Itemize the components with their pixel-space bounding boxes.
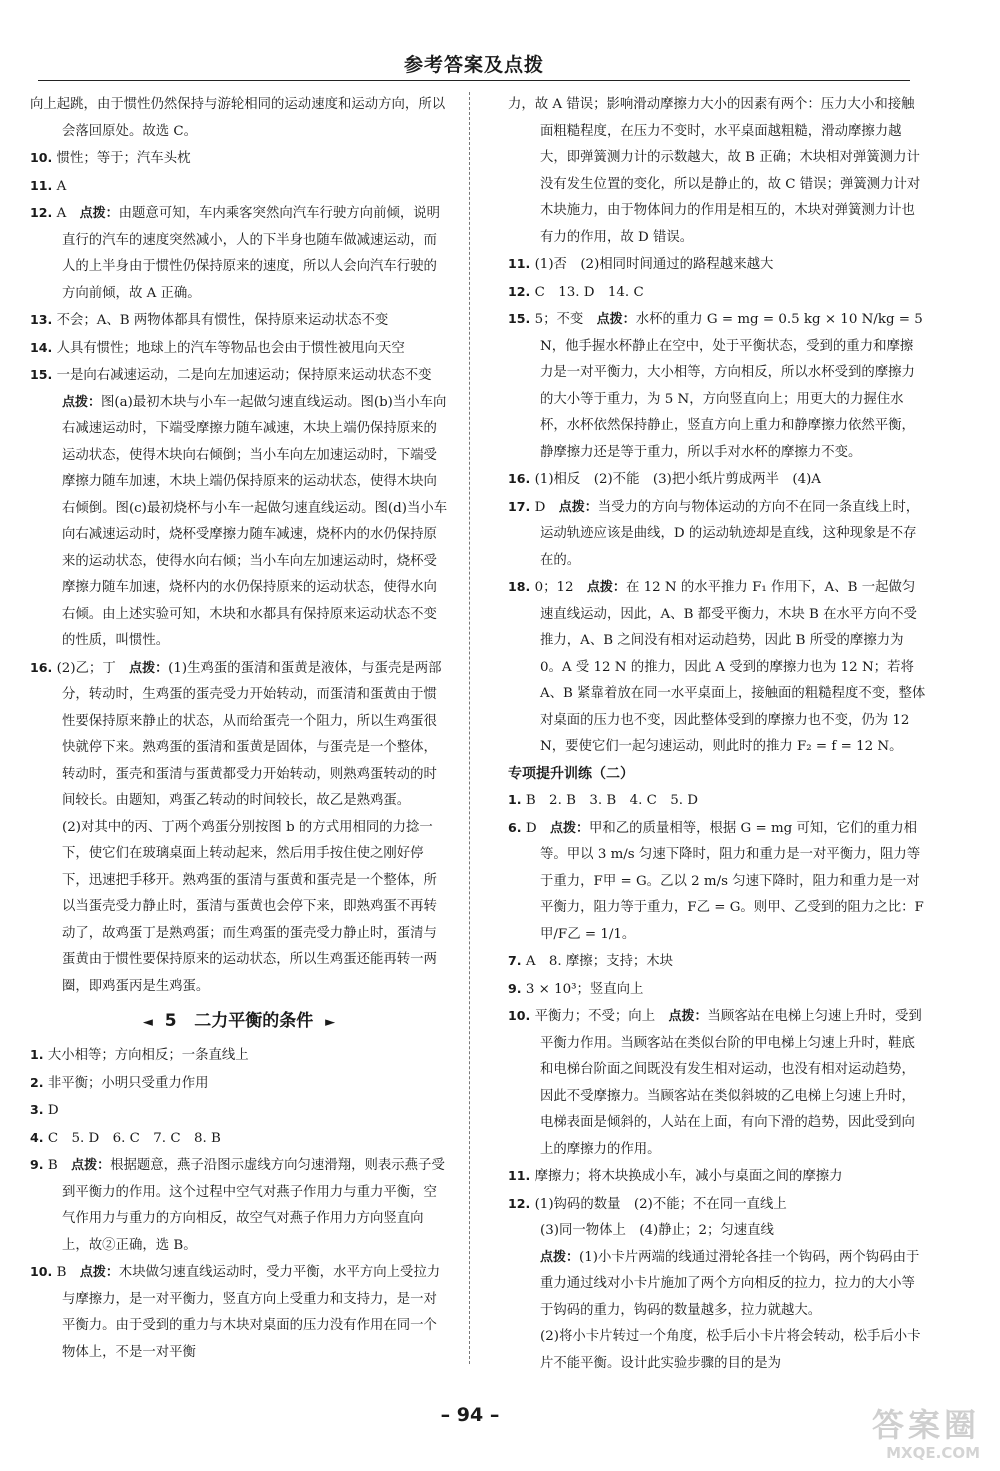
hint-label: 点拨： — [62, 394, 102, 410]
answer-text: 力，故 A 错误；影响滑动摩擦力大小的因素有两个：压力大小和接触面粗糙程度，在压力不变时，水平桌面越粗糙，滑动摩擦力越大，即弹簧测力计的示数越大，故 B 正确；木块相对弹簧测力计没有发生位置的变化，所以是静止的，故 C 错误；弹簧测力计对木块施力，由于物体间力的作用是相互的，木块对弹簧测力计也有力的作用，故 D 错误。 — [508, 97, 921, 245]
hint-text: (1)生鸡蛋的蛋清和蛋黄是液体，与蛋壳是两部分，转动时，生鸡蛋的蛋壳受力开始转动，而蛋清和蛋黄由于惯性要保持原来静止的状态，从而给蛋壳一个阻力，所以生鸡蛋很快就停下来。熟鸡蛋的蛋清和蛋黄是固体，与蛋壳是一个整体，转动时，蛋壳和蛋清与蛋黄都受力开始转动，则熟鸡蛋转动的时间较长。由题知，鸡蛋乙转动的时间较长，故乙是熟鸡蛋。 — [62, 660, 442, 808]
answer-text: 5；不变 — [534, 312, 584, 327]
answer-item — [30, 1042, 448, 1070]
hint-label: 点拨： — [549, 820, 589, 836]
section-number: 5 — [164, 1011, 177, 1031]
answer-number: 12. — [30, 205, 53, 220]
hint-label: 点拨： — [71, 1158, 111, 1173]
hint-text: (1)小卡片两端的线通过滑轮各挂一个钩码，两个钩码由于重力通过线对小卡片施加了两个方向相反的拉力，拉力的大小等于钩码的重力，钩码的数量越多，拉力就越大。 — [540, 1249, 920, 1318]
answer-item — [508, 494, 926, 575]
hint-text: 在 12 N 的水平推力 F₁ 作用下，A、B 一起做匀速直线运动，因此，A、B 都受平衡力，木块 B 在水平方向不受推力，A、B 之间没有相对运动趋势，因此 B 所受的摩擦力为 0。A 受 12 N 的推力，因此 A 受到的摩擦力也为 12 N；若将 A、B 紧靠着放在同一水平桌面上，接触面的粗糙程度不变，整体对桌面的压力也不变，因此整体受到的摩擦力也不变，仍为 12 N，要使它们一起匀速运动，则此时的推力 F₂ = f = 12 N。 — [540, 580, 926, 754]
answer-text: (2)乙；丁 — [56, 660, 116, 676]
answer-text: C 5. D 6. C 7. C 8. B — [47, 1130, 221, 1146]
answer-text: 不会；A、B 两物体都具有惯性，保持原来运动状态不变 — [56, 313, 389, 328]
answer-text: 非平衡；小明只受重力作用 — [47, 1075, 209, 1091]
answer-item — [508, 815, 926, 949]
answer-number: 3. — [30, 1102, 44, 1117]
answer-number: 10. — [30, 1264, 53, 1279]
answer-number: 12. — [508, 1195, 531, 1211]
answer-text: 3 × 10³；竖直向上 — [525, 981, 644, 997]
answer-text: (2)对其中的丙、丁两个鸡蛋分别按图 b 的方式用相同的力捻一下，使它们在玻璃桌面上转动起来，然后用手按住使之刚好停下，迅速把手移开。熟鸡蛋的蛋清与蛋黄和蛋壳是一个整体，所以当蛋壳受力静止时，蛋清与蛋黄也会停下来，即熟鸡蛋不再转动了，故鸡蛋丁是熟鸡蛋；而生鸡蛋的蛋壳受力静止时，蛋清与蛋黄由于惯性要保持原来的运动状态，所以生鸡蛋还能再转一两圈，即鸡蛋丙是生鸡蛋。 — [62, 819, 437, 994]
answer-item — [30, 307, 448, 335]
answer-text: A — [56, 206, 67, 221]
answer-item — [508, 279, 926, 307]
answer-item — [30, 200, 448, 307]
section-name: 二力平衡的条件 — [194, 1011, 314, 1031]
answer-number: 11. — [30, 177, 53, 193]
answer-text: (1)钩码的数量 (2)不能；不在同一直线上 — [534, 1196, 787, 1212]
answer-item — [508, 1191, 926, 1219]
answer-item — [508, 1163, 926, 1191]
answer-number: 9. — [30, 1157, 44, 1172]
hint-label: 点拨： — [586, 580, 626, 595]
hint-text: 当顾客站在电梯上匀速上升时，受到平衡力作用。当顾客站在类似台阶的甲电梯上匀速上升时，鞋底和电梯台阶面之间既没有发生相对运动，也没有相对运动趋势，因此不受摩擦力。当顾客站在类似斜坡的乙电梯上匀速上升时，电梯表面是倾斜的，人站在上面，有向下滑的趋势，因此受到向上的摩擦力的作用。 — [540, 1009, 922, 1157]
header-rule — [38, 80, 910, 81]
right-triangle-icon: ► — [325, 1015, 336, 1030]
answer-item — [30, 1152, 448, 1259]
answer-text: B 2. B 3. B 4. C 5. D — [525, 793, 699, 808]
answer-item — [508, 251, 926, 279]
answer-number: 17. — [508, 498, 531, 514]
left-answer-list — [30, 92, 448, 1000]
answer-number: 14. — [30, 339, 53, 355]
answer-item — [30, 92, 448, 145]
answer-number: 9. — [508, 980, 522, 996]
answer-number: 10. — [30, 150, 53, 165]
answer-text: A 8. 摩擦；支持；木块 — [525, 954, 674, 969]
answer-number: 13. — [30, 312, 53, 327]
hint-label: 点拨： — [558, 499, 598, 515]
hint-label: 点拨： — [129, 660, 169, 676]
answer-item — [508, 948, 926, 976]
answer-text: B — [47, 1158, 58, 1173]
answer-number: 18. — [508, 579, 531, 594]
hint-text: 水杯的重力 G = mg = 0.5 kg × 10 N/kg = 5 N，他手握水杯静止在空中，处于平衡状态，受到的重力和摩擦力是一对平衡力，大小相等，方向相反，所以水杯受到的摩擦力的大小等于重力，为 5 N，方向竖直向上；用更大的力握住水杯，水杯依然保持静止，竖直方向上重力和静摩擦力依然平衡，静摩擦力还是等于重力，所以手对水杯的摩擦力不变。 — [540, 312, 923, 460]
answer-item — [30, 145, 448, 173]
subsection-heading: 专项提升训练（二） — [508, 765, 634, 782]
hint-label: 点拨： — [596, 312, 636, 327]
answer-item — [508, 1218, 926, 1245]
answer-text: (2)将小卡片转过一个角度，松手后小卡片将会转动，松手后小卡片不能平衡。设计此实验步骤的目的是为 — [540, 1329, 921, 1371]
page-number: – 94 – — [440, 1404, 500, 1426]
section-title — [30, 1004, 448, 1040]
column-divider — [469, 92, 470, 1364]
answer-text: 惯性；等于；汽车头枕 — [56, 151, 191, 166]
answer-item — [30, 1125, 448, 1153]
answer-number: 11. — [508, 1168, 531, 1183]
answer-number: 1. — [508, 792, 522, 807]
answer-item — [508, 976, 926, 1004]
answer-item — [508, 92, 926, 251]
answer-text: A — [56, 178, 67, 194]
answer-text: C 13. D 14. C — [534, 284, 644, 300]
hint-text: 图(a)最初木块与小车一起做匀速直线运动。图(b)当小车向右减速运动时，下端受摩擦力随车减速，木块上端仍保持原来的运动状态，使得木块向右倾倒；当小车向左加速运动时，下端受摩擦力随车加速，木块上端仍保持原来的运动状态，使得木块向右倾倒。图(c)最初烧杯与小车一起做匀速直线运动。图(d)当小车向右减速运动时，烧杯受摩擦力随车减速，烧杯内的水仍保持原来的运动状态，使得水向右倾；当小车向左加速运动时，烧杯受摩擦力随车加速，烧杯内的水仍保持原来的运动状态，使得水向右倾。由上述实验可知，木块和水都具有保持原来运动状态不变的性质，叫惯性。 — [62, 394, 448, 648]
answer-item — [30, 1070, 448, 1098]
answer-number: 16. — [30, 659, 53, 675]
answer-item — [508, 1003, 926, 1163]
watermark-logo — [810, 1405, 990, 1465]
subsection-answer-list — [508, 787, 926, 1377]
left-triangle-icon: ◄ — [142, 1015, 153, 1030]
answer-item — [508, 787, 926, 815]
answer-item — [30, 815, 448, 1001]
answer-text: 0；12 — [534, 580, 574, 595]
left-column — [30, 92, 448, 1366]
answer-text: B — [56, 1265, 67, 1280]
answer-item — [30, 1259, 448, 1366]
hint-label: 点拨： — [79, 206, 119, 221]
answer-text: 摩擦力；将木块换成小车，减小与桌面之间的摩擦力 — [534, 1169, 843, 1184]
right-answer-list — [508, 92, 926, 761]
answer-item — [508, 1324, 926, 1377]
hint-text: 由题意可知，车内乘客突然向汽车行驶方向前倾，说明直行的汽车的速度突然减小，人的下半身也随车做减速运动，而人的上半身由于惯性仍保持原来的速度，所以人会向汽车行驶的方向前倾，故 A 正确。 — [62, 206, 441, 301]
answer-text: D — [525, 820, 537, 836]
answer-text: D — [534, 499, 546, 515]
answer-item — [508, 306, 926, 466]
right-column — [508, 92, 926, 1377]
hint-label: 点拨： — [79, 1265, 119, 1280]
answer-text: D — [47, 1103, 59, 1118]
answer-text: 向上起跳，由于惯性仍然保持与游轮相同的运动速度和运动方向，所以会落回原处。故选 C。 — [30, 97, 446, 139]
hint-text: 根据题意，燕子沿图示虚线方向匀速滑翔，则表示燕子受到平衡力的作用。这个过程中空气对燕子作用力与重力平衡，空气作用力与重力的方向相反，故空气对燕子作用力方向竖直向上，故②正确，选 B。 — [62, 1158, 445, 1253]
answer-item — [508, 574, 926, 761]
answer-text: (3)同一物体上 (4)静止；2；匀速直线 — [540, 1223, 774, 1238]
hint-text: 甲和乙的质量相等，根据 G = mg 可知，它们的重力相等。甲以 3 m/s 匀速下降时，阻力和重力是一对平衡力，阻力等于重力，F甲 = G。乙以 2 m/s 匀速下降时，阻力和重力是一对平衡力，阻力等于重力，F乙 = G。则甲、乙受到的阻力之比：F甲/F乙 = 1/1。 — [540, 820, 924, 942]
watermark-url: MXQE.COM — [886, 1444, 980, 1462]
page-header: 参考答案及点拨 — [403, 54, 544, 76]
hint-text: 当受力的方向与物体运动的方向不在同一条直线上时，运动轨迹应该是曲线，D 的运动轨迹却是直线，这种现象是不存在的。 — [540, 499, 920, 568]
answer-number: 7. — [508, 953, 522, 968]
answer-number: 12. — [508, 283, 531, 299]
hint-label: 点拨： — [540, 1249, 580, 1265]
answer-number: 1. — [30, 1047, 44, 1062]
answer-item — [30, 655, 448, 815]
answer-number: 2. — [30, 1074, 44, 1090]
answer-number: 4. — [30, 1129, 44, 1145]
answer-item — [508, 1245, 926, 1325]
section5-answer-list — [30, 1042, 448, 1366]
answer-number: 10. — [508, 1008, 531, 1023]
answer-item — [508, 466, 926, 494]
answer-number: 15. — [30, 367, 53, 382]
answer-item — [30, 362, 448, 655]
answer-item — [30, 173, 448, 201]
answer-number: 15. — [508, 311, 531, 326]
answer-item — [30, 335, 448, 363]
hint-label: 点拨： — [668, 1009, 708, 1024]
answer-text: 平衡力；不受；向上 — [534, 1009, 656, 1024]
answer-text: 人具有惯性；地球上的汽车等物品也会由于惯性被甩向天空 — [56, 340, 405, 356]
answer-text: (1)相反 (2)不能 (3)把小纸片剪成两半 (4)A — [534, 472, 821, 487]
answer-text: (1)否 (2)相同时间通过的路程越来越大 — [534, 257, 774, 272]
answer-text: 大小相等；方向相反；一条直线上 — [47, 1048, 249, 1063]
answer-number: 6. — [508, 819, 522, 835]
answer-item — [30, 1097, 448, 1125]
answer-number: 16. — [508, 471, 531, 486]
answer-text: 一是向右减速运动，二是向左加速运动；保持原来运动状态不变 — [56, 368, 432, 383]
watermark-title: 答案圈 — [871, 1406, 980, 1444]
answer-number: 11. — [508, 256, 531, 271]
hint-text: 木块做匀速直线运动时，受力平衡，水平方向上受拉力与摩擦力，是一对平衡力，竖直方向上受重力和支持力，是一对平衡力。由于受到的重力与木块对桌面的压力没有作用在同一个物体上，不是一对平衡 — [62, 1265, 441, 1360]
